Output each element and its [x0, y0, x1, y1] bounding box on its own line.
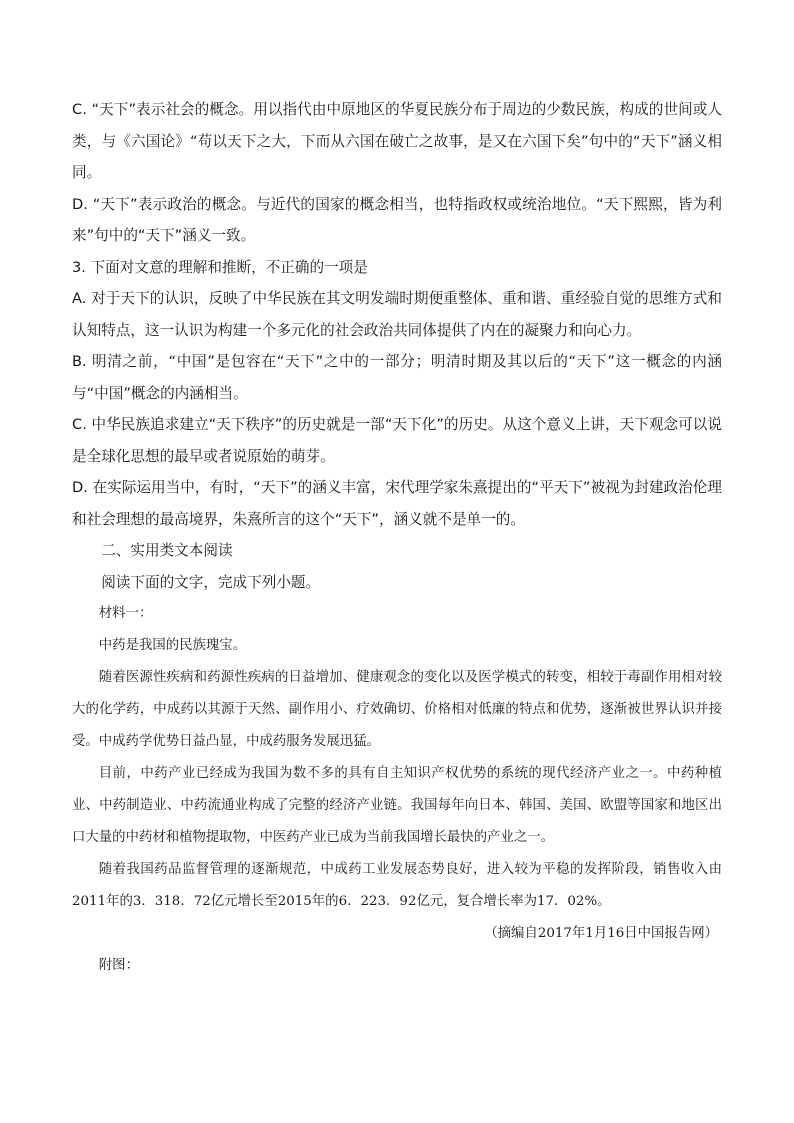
question-3 [72, 252, 722, 536]
material-one [72, 598, 722, 982]
material-paragraph-4: 随着我国药品监督管理的逐渐规范，中成药工业发展态势良好，进入较为平稳的发挥阶段，销售收入由2011年的3．318．72亿元增长至2015年的6．223．92亿元，复合增长率为17．02%。 [72, 862, 722, 909]
section-heading: 二、实用类文本阅读 [101, 542, 233, 559]
q3-option-d: D. 在实际运用当中，有时，“天下”的涵义丰富，宋代理学家朱熹提出的“平天下”被视为封建政治伦理和社会理想的最高境界，朱熹所言的这个“天下”，涵义就不是单一的。 [72, 479, 722, 528]
q2-options [72, 94, 722, 252]
appendix-label: 附图： [98, 958, 139, 973]
q3-option-c: C. 中华民族追求建立“天下秩序”的历史就是一部“天下化”的历史。从这个意义上讲，天下观念可以说是全球化思想的最早或者说原始的萌芽。 [72, 416, 722, 465]
q3-option-a: A. 对于天下的认识，反映了中华民族在其文明发端时期便重整体、重和谐、重经验自觉的思维方式和认知特点，这一认识为构建一个多元化的社会政治共同体提供了内在的凝聚力和向心力。 [72, 290, 722, 339]
material-paragraph-1: 中药是我国的民族瑰宝。 [98, 638, 247, 653]
material-paragraph-2: 随着医源性疾病和药源性疾病的日益增加、健康观念的变化以及医学模式的转变，相较于毒副作用相对较大的化学药，中成药以其源于天然、副作用小、疗效确切、价格相对低廉的特点和优势，逐渐被世界认识并接受。中成药学优势日益凸显，中成药服务发展迅猛。 [72, 670, 722, 749]
document-page [72, 94, 722, 982]
q3-stem: 3. 下面对文意的理解和推断，不正确的一项是 [72, 258, 368, 276]
section-2-header [72, 535, 722, 598]
q2-option-d: D. “天下”表示政治的概念。与近代的国家的概念相当，也特指政权或统治地位。“天下熙熙，皆为利来”句中的“天下”涵义一致。 [72, 195, 722, 244]
q2-option-c: C. “天下”表示社会的概念。用以指代由中原地区的华夏民族分布于周边的少数民族，构成的世间或人类，与《六国论》“苟以天下之大，下而从六国在破亡之故事，是又在六国下矣”句中的“天下”涵义相同。 [72, 101, 722, 181]
material-source: （摘编自2017年1月16日中国报告网） [484, 926, 718, 941]
material-paragraph-3: 目前，中药产业已经成为我国为数不多的具有自主知识产权优势的系统的现代经济产业之一。中药种植业、中药制造业、中药流通业构成了完整的经济产业链。我国每年向日本、韩国、美国、欧盟等国家和地区出口大量的中药材和植物提取物，中医药产业已成为当前我国增长最快的产业之一。 [72, 766, 722, 845]
q3-option-b: B. 明清之前，“中国”是包容在“天下”之中的一部分；明清时期及其以后的“天下”这一概念的内涵与“中国”概念的内涵相当。 [72, 353, 722, 402]
material-label: 材料一： [98, 606, 153, 621]
section-instruction: 阅读下面的文字，完成下列小题。 [101, 573, 321, 591]
